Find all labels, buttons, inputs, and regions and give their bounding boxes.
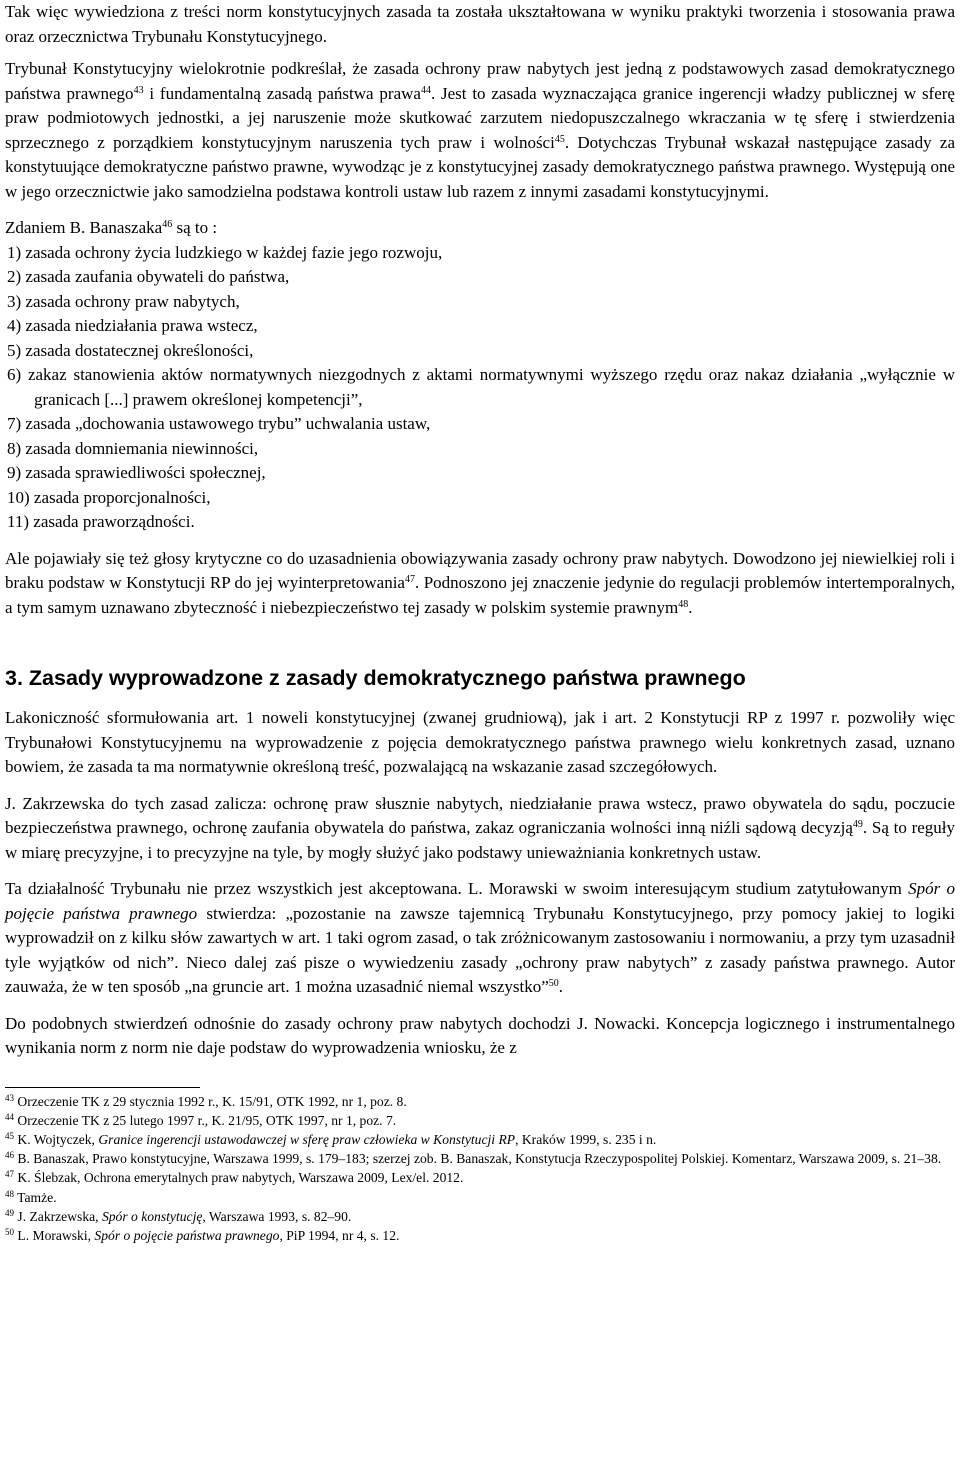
list-item: 4) zasada niedziałania prawa wstecz, xyxy=(7,316,258,335)
paragraph-laconic: Lakoniczność sformułowania art. 1 noweli konstytucyjnej (zwanej grudniową), jak i art. 2 Konstytucji RP z 1997 r. pozwoliły więc Trybunałowi Konstytucyjnemu na wyprowadzenie z pojęcia demokratycznego państwa prawnego wielu konkretnych zasad, uznano bowiem, że zasada ta ma normatywnie określoną treść, pozwalającą na wskazanie zasad szczegółowych. xyxy=(5,708,955,776)
footnote-46 xyxy=(5,1149,955,1168)
paragraph-text: J. Zakrzewska do tych zasad zalicza: ochronę praw słusznie nabytych, niedziałanie prawa wstecz, prawo obywatela do sądu, poczucie bezpieczeństwa prawnego, ochronę zaufania obywatela do państwa, zakaz ograniczania wolności inną niźli sądową decyzją xyxy=(5,793,955,837)
footnote-number: 49 xyxy=(5,1207,14,1218)
footnote-number: 47 xyxy=(5,1169,14,1180)
paragraph-text: Trybunał Konstytucyjny wielokrotnie podkreślał, że zasada ochrony praw nabytych jest jedną z podstawowych zasad demokratycznego państwa prawnego xyxy=(5,59,955,103)
footnote-49 xyxy=(5,1207,955,1226)
section-heading: 3. Zasady wyprowadzone z zasady demokratycznego państwa prawnego xyxy=(5,666,746,690)
book-title: Spór o pojęcie państwa prawnego xyxy=(5,879,955,923)
footnote-text: K. Ślebzak, Ochrona emerytalnych praw nabytych, Warszawa 2009, Lex/el. 2012. xyxy=(14,1170,464,1186)
paragraph-banaszak xyxy=(5,216,955,241)
paragraph-text: Zdaniem B. Banaszaka xyxy=(5,218,163,237)
paragraph-text: . Jest to zasada wyznaczająca granice ingerencji władzy publicznej w sferę praw podmiotowych jednostki, a jej naruszenie może skutkować zarzutem niedopuszczalnego wkraczania w tę sferę i stwierdzenia sprzecznego z porządkiem konstytucyjnym naruszenia tych praw i wolności xyxy=(5,83,955,152)
list-item: 8) zasada domniemania niewinności, xyxy=(7,438,259,458)
paragraph-tribunal xyxy=(5,57,955,204)
footnote-47 xyxy=(5,1168,955,1187)
paragraph-text: Ta działalność Trybunału nie przez wszystkich jest akceptowana. L. Morawski w swoim interesującym studium zatytułowanym xyxy=(5,879,909,898)
paragraph-morawski xyxy=(5,877,955,1000)
list-item: 9) zasada sprawiedliwości społecznej, xyxy=(7,463,266,482)
footnote-ref-50[interactable]: 50 xyxy=(548,978,559,989)
paragraph-text: . xyxy=(558,977,564,996)
footnote-text: Orzeczenie TK z 29 stycznia 1992 r., K. 15/91, OTK 1992, nr 1, poz. 8. xyxy=(14,1093,407,1109)
footnote-ref-49[interactable]: 49 xyxy=(852,819,863,830)
list-item: 7) zasada „dochowania ustawowego trybu” uchwalania ustaw, xyxy=(7,414,431,433)
paragraph-zakrzewska xyxy=(5,792,955,866)
list-item: 3) zasada ochrony praw nabytych, xyxy=(7,291,240,311)
footnote-title: Spór o konstytucję xyxy=(101,1208,203,1224)
footnote-number: 50 xyxy=(5,1226,14,1237)
list-item: 10) zasada proporcjonalności, xyxy=(7,487,211,507)
footnote-45 xyxy=(5,1130,955,1149)
principles-list xyxy=(5,241,955,535)
footnote-text: B. Banaszak, Prawo konstytucyjne, Warszawa 1999, s. 179–183; szerzej zob. B. Banaszak, Konstytucja Rzeczypospolitej Polskiej. Komentarz, Warszawa 2009, s. 21–38. xyxy=(14,1151,942,1167)
footnote-48 xyxy=(5,1188,955,1207)
footnote-number: 45 xyxy=(5,1130,14,1141)
list-item: 5) zasada dostatecznej określoności, xyxy=(7,340,254,360)
footnote-number: 48 xyxy=(5,1188,14,1199)
paragraph-text: i fundamentalną zasadą państwa prawa xyxy=(143,83,421,103)
footnote-text: , Warszawa 1993, s. 82–90. xyxy=(202,1208,352,1224)
footnote-50 xyxy=(5,1226,955,1245)
footnote-number: 44 xyxy=(5,1111,14,1122)
footnote-ref-45[interactable]: 45 xyxy=(554,133,565,145)
paragraph-text: Ale pojawiały się też głosy krytyczne co do uzasadnienia obowiązywania zasady ochrony praw nabytych. Dowodzono jej niewielkiej roli i braku podstaw w Konstytucji RP do jej wyinterpretowania xyxy=(5,548,955,592)
paragraph-text: stwierdza: „pozostanie na zawsze tajemnicą Trybunału Konstytucyjnego, przy pomocy jakiej to logiki wyprowadził on z kilku słów zawartych w art. 1 taki ogrom zasad, o tak zróżnicowanym zastosowaniu i normowaniu, a przy tym uzasadnił tyle wyjątków od nich”. Nieco dalej zaś pisze o wywiedzeniu zasady „ochrony praw nabytych” z zasady państwa prawnego. Autor zauważa, że w ten sposób „na gruncie art. 1 można uzasadnić niemal wszystko” xyxy=(5,903,955,996)
footnote-ref-43[interactable]: 43 xyxy=(133,84,144,96)
paragraph-text: . xyxy=(688,597,693,617)
footnote-ref-44[interactable]: 44 xyxy=(420,84,431,96)
paragraph-critical-voices xyxy=(5,547,955,621)
footnote-44 xyxy=(5,1111,955,1130)
paragraph-nowacki: Do podobnych stwierdzeń odnośnie do zasady ochrony praw nabytych dochodzi J. Nowacki. Koncepcja logicznego i instrumentalnego wynikania norm z norm nie daje podstaw do wyprowadzenia wniosku, że z xyxy=(5,1013,955,1057)
footnote-number: 46 xyxy=(5,1150,14,1161)
footnotes xyxy=(5,1092,955,1246)
footnote-text: , Kraków 1999, s. 235 i n. xyxy=(515,1131,657,1147)
paragraph-text: . Dotychczas Trybunał wskazał następujące zasady za konstytuujące demokratyczne państwo prawne, wywodząc je z konstytucyjnej zasady demokratycznego państwa prawnego. Występują one w jego orzecznictwie jako samodzielna podstawa kontroli ustaw lub razem z innymi zasadami konstytucyjnymi. xyxy=(5,132,955,201)
footnote-text: L. Morawski, xyxy=(14,1227,95,1243)
document-page xyxy=(5,0,955,1245)
footnote-title: Granice ingerencji ustawodawczej w sferę praw człowieka w Konstytucji RP xyxy=(98,1131,516,1147)
footnote-text: , PiP 1994, nr 4, s. 12. xyxy=(279,1227,400,1243)
footnote-text: K. Wojtyczek, xyxy=(14,1131,99,1147)
footnote-43 xyxy=(5,1092,955,1111)
footnote-title: Spór o pojęcie państwa prawnego xyxy=(94,1227,280,1243)
list-item: 11) zasada praworządności. xyxy=(7,512,195,531)
footnote-ref-47[interactable]: 47 xyxy=(404,574,415,585)
footnote-text: J. Zakrzewska, xyxy=(14,1208,102,1224)
paragraph-text: . Podnoszono jej znaczenie jedynie do regulacji problemów intertemporalnych, a tym samym uznawano zbyteczność i niebezpieczeństwo tej zasady w polskim systemie prawnym xyxy=(5,573,955,617)
list-item: 6) zakaz stanowienia aktów normatywnych niezgodnych z aktami normatywnymi wyższego rzędu oraz nakaz działania „wyłącznie w granicach [...] prawem określonej kompetencji”, xyxy=(7,365,955,409)
paragraph-intro: Tak więc wywiedziona z treści norm konstytucyjnych zasada ta została ukształtowana w wyniku praktyki tworzenia i stosowania prawa oraz orzecznictwa Trybunału Konstytucyjnego. xyxy=(5,2,955,46)
footnote-ref-46[interactable]: 46 xyxy=(162,219,173,230)
footnote-text: Tamże. xyxy=(14,1189,57,1205)
paragraph-text: . Są to reguły w miarę precyzyjne, i to precyzyjne na tyle, by mogły służyć jako podstawy unieważniania konkretnych ustaw. xyxy=(5,818,955,862)
list-item: 2) zasada zaufania obywateli do państwa, xyxy=(7,267,290,286)
footnote-text: Orzeczenie TK z 25 lutego 1997 r., K. 21/95, OTK 1997, nr 1, poz. 7. xyxy=(14,1112,397,1128)
footnote-separator xyxy=(5,1087,200,1088)
footnote-ref-48[interactable]: 48 xyxy=(678,598,689,610)
list-item: 1) zasada ochrony życia ludzkiego w każdej fazie jego rozwoju, xyxy=(7,242,443,262)
footnote-number: 43 xyxy=(5,1092,14,1103)
paragraph-text: są to : xyxy=(172,218,218,237)
